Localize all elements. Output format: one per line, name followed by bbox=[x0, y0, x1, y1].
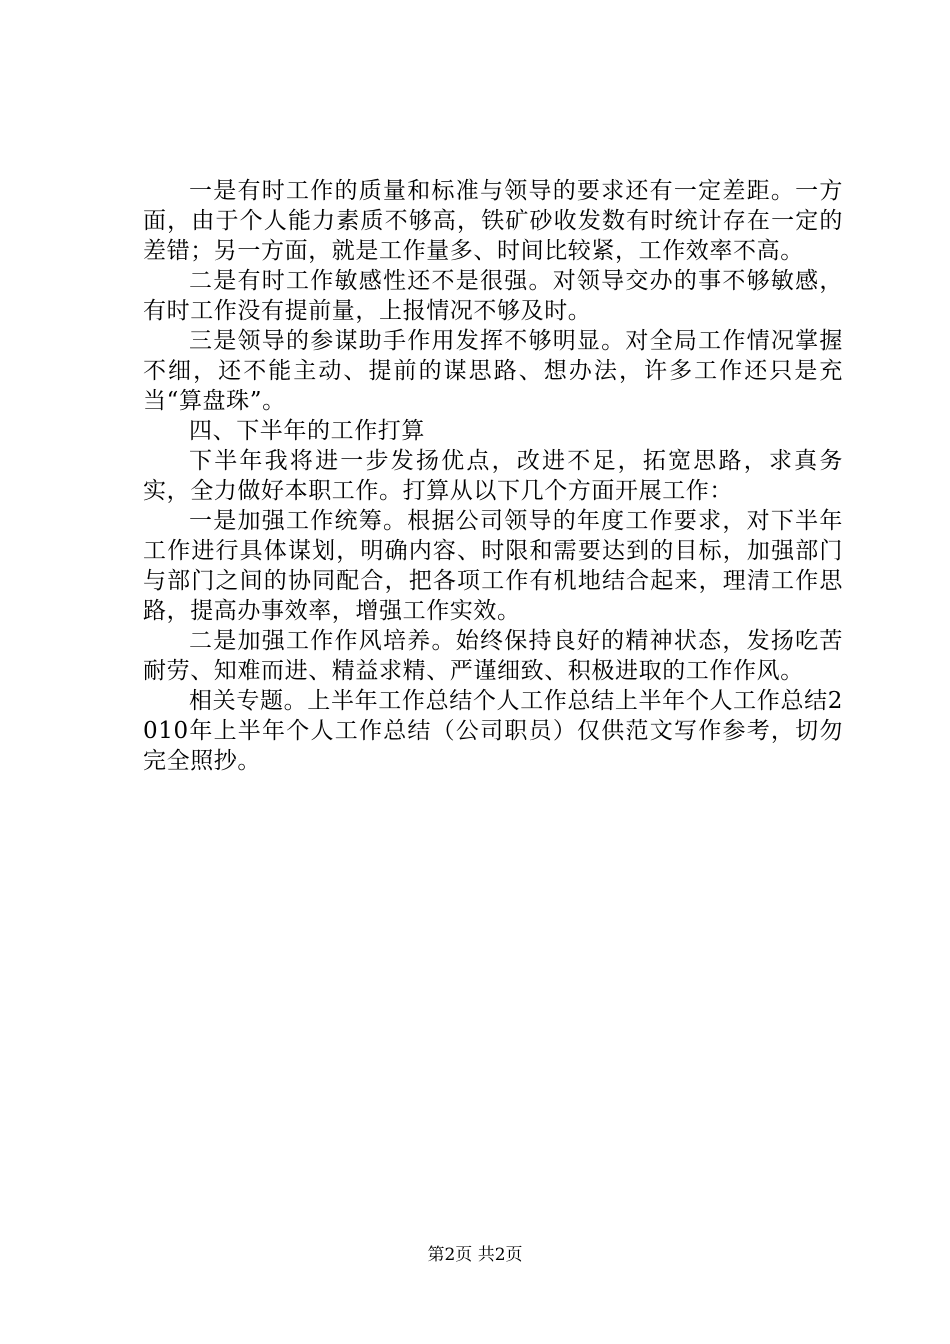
paragraph-shortcoming-2: 二是有时工作敏感性还不是很强。对领导交办的事不够敏感，有时工作没有提前量，上报情况不够及时。 bbox=[143, 268, 843, 324]
section-heading: 四、下半年的工作打算 bbox=[189, 418, 425, 444]
paragraph-shortcoming-1: 一是有时工作的质量和标准与领导的要求还有一定差距。一方面，由于个人能力素质不够高，铁矿砂收发数有时统计存在一定的差错；另一方面，就是工作量多、时间比较紧，工作效率不高。 bbox=[143, 178, 843, 264]
paragraph-plan-1: 一是加强工作统筹。根据公司领导的年度工作要求，对下半年工作进行具体谋划，明确内容、时限和需要达到的目标，加强部门与部门之间的协同配合，把各项工作有机地结合起来，理清工作思路，提高办事效率，增强工作实效。 bbox=[143, 508, 843, 624]
paragraph-plan-2: 二是加强工作作风培养。始终保持良好的精神状态，发扬吃苦耐劳、知难而进、精益求精、严谨细致、积极进取的工作作风。 bbox=[143, 628, 843, 684]
paragraph-plan-intro: 下半年我将进一步发扬优点，改进不足，拓宽思路，求真务实，全力做好本职工作。打算从以下几个方面开展工作： bbox=[143, 448, 843, 504]
paragraph-shortcoming-3: 三是领导的参谋助手作用发挥不够明显。对全局工作情况掌握不细，还不能主动、提前的谋思路、想办法，许多工作还只是充当“算盘珠”。 bbox=[143, 328, 843, 414]
page-number-footer: 第2页 共2页 bbox=[427, 1245, 523, 1265]
paragraph-related-topics: 相关专题。上半年工作总结个人工作总结上半年个人工作总结2010年上半年个人工作总结（公司职员）仅供范文写作参考，切勿完全照抄。 bbox=[143, 688, 843, 774]
document-body bbox=[143, 176, 843, 776]
